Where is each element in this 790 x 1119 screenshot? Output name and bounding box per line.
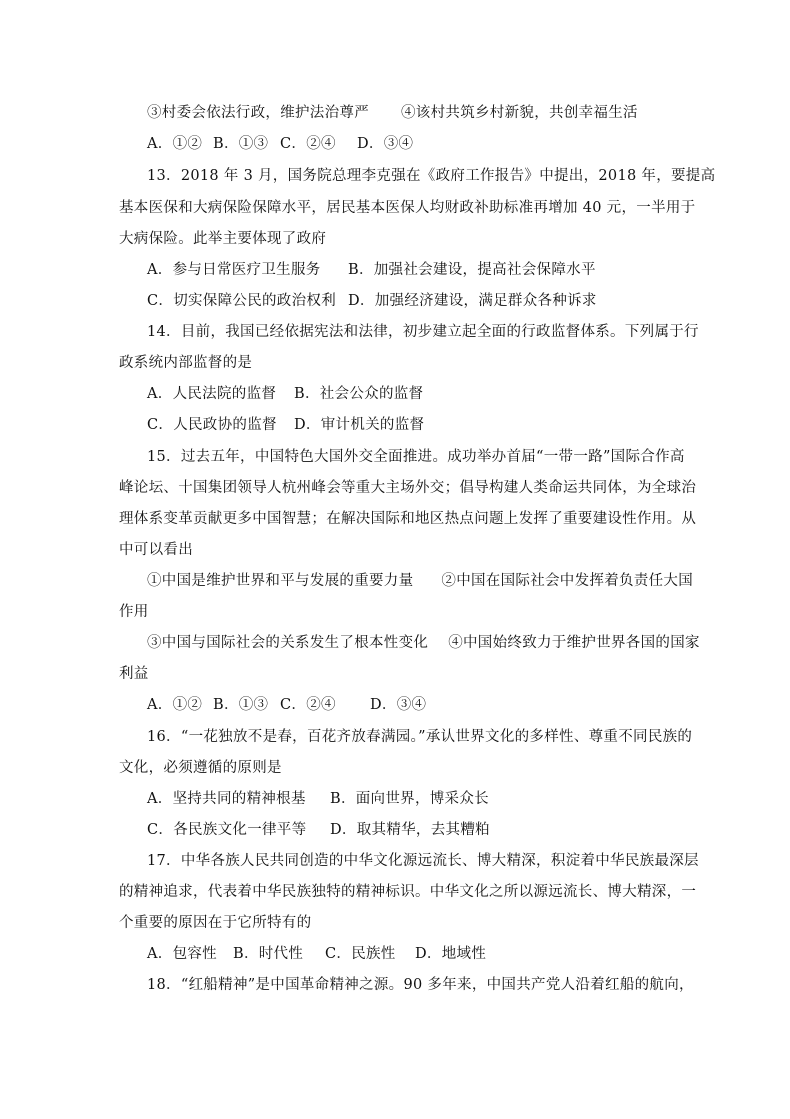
q17-option-c: C．民族性 [325,946,396,962]
q16-option-c: C．各民族文化一律平等 [147,822,307,838]
q12-option-c: C．②④ [280,136,336,152]
q17-line-3: 个重要的原因在于它所特有的 [119,915,312,931]
q16-option-d: D．取其精华，去其糟粕 [330,822,490,838]
q15-item-row-2 [147,633,700,653]
q18-line-1: 18．“红船精神”是中国革命精神之源。90 多年来，中国共产党人沿着红船的航向， [147,977,694,993]
q12-option-b: B．①③ [213,136,269,152]
q17-line-1: 17．中华各族人民共同创造的中华文化源远流长、博大精深，积淀着中华民族最深层 [147,853,699,869]
q14-options-row-1 [147,384,423,404]
q12-item-3: ③村委会依法行政，维护法治尊严 [147,105,369,121]
q13-line-1: 13．2018 年 3 月，国务院总理李克强在《政府工作报告》中提出，2018 年，要提高 [147,168,716,184]
q15-option-b: B．①③ [213,697,269,713]
q15-line-2: 峰论坛、十国集团领导人杭州峰会等重大主场外交；倡导构建人类命运共同体，为全球治 [119,480,697,496]
q14-option-a: A．人民法院的监督 [147,386,277,402]
q13-line-3: 大病保险。此举主要体现了政府 [119,231,327,247]
q13-options-row-1 [147,260,596,280]
q16-options-row-2 [147,820,490,840]
q12-items-line [147,103,638,123]
q14-option-b: B．社会公众的监督 [294,386,424,402]
q15-options [147,695,426,715]
q17-option-d: D．地域性 [415,946,487,962]
q14-option-d: D．审计机关的监督 [294,417,425,433]
q17-option-b: B．时代性 [233,946,304,962]
q15-line-4: 中可以看出 [119,542,193,558]
q13-option-b: B．加强社会建设，提高社会保障水平 [348,262,596,278]
q15-option-c: C．②④ [280,697,336,713]
q16-option-a: A．坚持共同的精神根基 [147,791,306,807]
q16-option-b: B．面向世界，博采众长 [330,791,489,807]
q12-item-4: ④该村共筑乡村新貌，共创幸福生活 [401,105,638,121]
q15-option-d: D．③④ [370,697,427,713]
q15-item-4: ④中国始终致力于维护世界各国的国家 [448,635,700,651]
q16-options-row-1 [147,789,489,809]
q13-option-d: D．加强经济建设，满足群众各种诉求 [348,293,597,309]
q15-item-1: ①中国是维护世界和平与发展的重要力量 [147,573,414,589]
q15-item-row-1 [147,571,693,591]
q15-option-a: A．①② [147,697,203,713]
q16-line-1: 16．“一花独放不是春，百花齐放春满园。”承认世界文化的多样性、尊重不同民族的 [147,729,693,745]
q14-line-2: 政系统内部监督的是 [119,355,253,371]
q14-options-row-2 [147,415,424,435]
q15-item-4-cont: 利益 [119,666,149,682]
q12-option-a: A．①② [147,136,203,152]
q15-line-1: 15．过去五年，中国特色大国外交全面推进。成功举办首届“一带一路”国际合作高 [147,449,685,465]
q17-option-a: A．包容性 [147,946,217,962]
q17-line-2: 的精神追求，代表着中华民族独特的精神标识。中华文化之所以源远流长、博大精深，一 [119,884,697,900]
q16-line-2: 文化，必须遵循的原则是 [119,760,282,776]
q13-options-row-2 [147,291,597,311]
q15-item-2: ②中国在国际社会中发挥着负责任大国 [441,573,694,589]
q15-line-3: 理体系变革贡献更多中国智慧；在解决国际和地区热点问题上发挥了重要建设性作用。从 [119,511,697,527]
q15-item-2-cont: 作用 [119,604,149,620]
q17-options [147,944,486,964]
q13-option-a: A．参与日常医疗卫生服务 [147,262,321,278]
q14-option-c: C．人民政协的监督 [147,417,277,433]
q12-option-d: D．③④ [357,136,414,152]
q14-line-1: 14．目前，我国已经依据宪法和法律，初步建立起全面的行政监督体系。下列属于行 [147,324,699,340]
q15-item-3: ③中国与国际社会的关系发生了根本性变化 [147,635,429,651]
q12-options [147,134,413,154]
q13-option-c: C．切实保障公民的政治权利 [147,293,336,309]
q13-line-2: 基本医保和大病保险保障水平，居民基本医保人均财政补助标准再增加 40 元，一半用于 [119,200,696,216]
